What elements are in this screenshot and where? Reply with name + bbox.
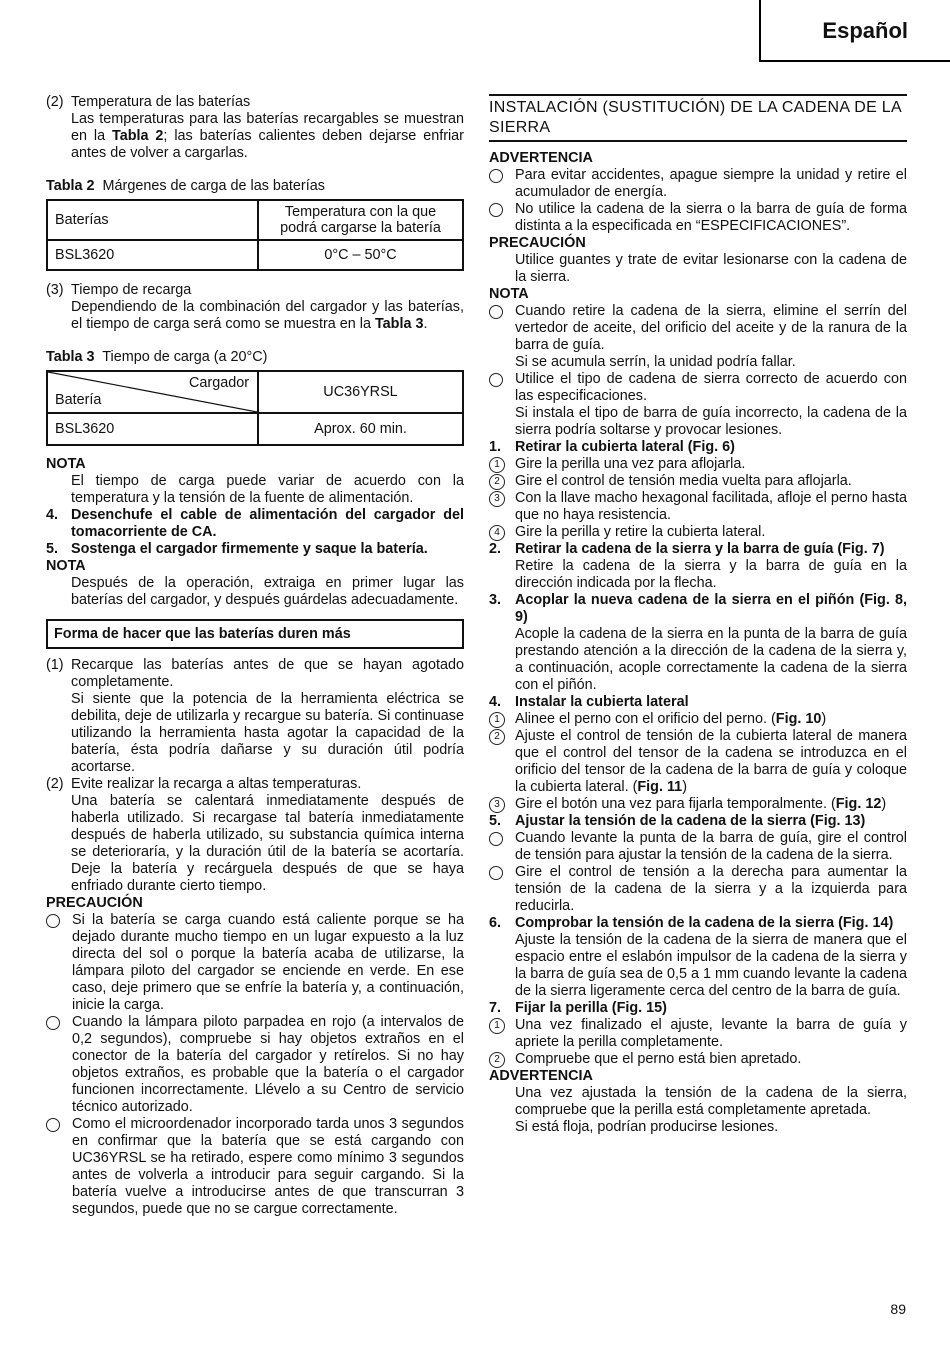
step-number: 4. <box>46 507 59 523</box>
caution-label: PRECAUCIÓN <box>489 235 586 251</box>
note-item <box>489 303 907 354</box>
circle-bullet-icon <box>489 305 503 319</box>
note-detail: Si instala el tipo de barra de guía incorrecto, la cadena de la sierra podría soltarse y provocar lesiones. <box>515 405 907 438</box>
circle-bullet-icon <box>489 373 503 387</box>
step-text: Desenchufe el cable de alimentación del cargador del tomacorriente de CA. <box>71 507 464 540</box>
caption-text: Tiempo de carga (a 20°C) <box>102 349 268 365</box>
note-detail: Si se acumula serrín, la unidad podría fallar. <box>515 354 796 370</box>
substep-text: Con la llave macho hexagonal facilitada, afloje el perno hasta que no haya resistencia. <box>515 490 907 523</box>
text: ) <box>682 779 687 795</box>
step-6-heading <box>489 915 907 932</box>
header-top-label: Cargador <box>189 375 249 391</box>
substep-text <box>515 796 907 813</box>
item-detail: Una batería se calentará inmediatamente después de haberla utilizado. Si recargase tal batería inmediatamente después de haberla utilizado, su substancia química interna se deterioraría, y la duración útil de la batería se acortaría. Deje la batería y recárguela después de que se haya enfriado durante cierto tiempo. <box>71 793 464 894</box>
note-text: Cuando retire la cadena de la sierra, elimine el serrín del vertedor de aceite, del orificio del aceite y de la ranura de la barra de guía. <box>515 303 907 353</box>
item-text: Evite realizar la recarga a altas temperaturas. <box>71 776 362 792</box>
warning-item <box>489 167 907 201</box>
substep <box>489 473 907 490</box>
item-title: Temperatura de las baterías <box>71 94 251 110</box>
text: ) <box>881 796 887 812</box>
note-label: NOTA <box>46 558 86 574</box>
text: ; las baterías calientes deben dejarse enfriar antes de volver a cargarlas. <box>71 128 464 161</box>
charging-range-table <box>46 199 464 271</box>
substep-text: Gire la perilla una vez para aflojarla. <box>515 456 746 472</box>
right-column <box>489 94 907 1136</box>
step-4-heading <box>489 694 907 711</box>
section-title: INSTALACIÓN (SUSTITUCIÓN) DE LA CADENA DE LA SIERRA <box>489 94 907 142</box>
figure-ref: Fig. 11 <box>637 779 683 795</box>
step-title: Instalar la cubierta lateral <box>515 694 689 710</box>
diagonal-header-cell <box>47 371 258 413</box>
substep <box>489 711 907 728</box>
table-ref: Tabla 2 <box>112 128 164 144</box>
figure-ref: Fig. 10 <box>775 711 822 727</box>
caption-label: Tabla 3 <box>46 349 95 365</box>
item-number: (3) <box>46 282 64 298</box>
step-4 <box>46 507 464 541</box>
battery-life-box-title: Forma de hacer que las baterías duren más <box>46 619 464 649</box>
table-header: Temperatura con la que podrá cargarse la batería <box>258 200 463 240</box>
item-text: Recarque las baterías antes de que se hayan agotado completamente. <box>71 657 464 690</box>
step-3-heading <box>489 592 907 626</box>
step-number: 5. <box>489 813 502 829</box>
language-label: Español <box>822 18 908 43</box>
circled-number-icon: 4 <box>489 525 505 541</box>
text: . <box>423 316 428 332</box>
substep-text: Una vez finalizado el ajuste, levante la barra de guía y apriete la perilla completamente. <box>515 1017 907 1050</box>
warning-text: Una vez ajustada la tensión de la cadena de la sierra, compruebe que la perilla está completamente apretada. <box>515 1085 907 1118</box>
text: ) <box>821 711 827 727</box>
battery-temperature-text <box>46 111 464 162</box>
bullet-text: Cuando levante la punta de la barra de guía, gire el control de tensión para ajustar la tensión de la cadena de la sierra. <box>515 830 907 863</box>
step-7-heading <box>489 1000 907 1017</box>
warning-text: No utilice la cadena de la sierra o la barra de guía de forma distinta a la especificada en “ESPECIFICACIONES”. <box>515 201 907 234</box>
step-title: Acoplar la nueva cadena de la sierra en el piñón (Fig. 8, 9) <box>515 592 907 625</box>
caption-label: Tabla 2 <box>46 178 95 194</box>
circle-bullet-icon <box>46 914 60 928</box>
substep-text <box>515 728 907 796</box>
charging-time-table <box>46 370 464 446</box>
step-5-heading <box>489 813 907 830</box>
text: Dependiendo de la combinación del cargador y las baterías, el tiempo de carga será como se muestra en la <box>71 299 464 332</box>
table-ref: Tabla 3 <box>374 316 424 332</box>
step-2-heading <box>489 541 907 558</box>
note-label: NOTA <box>489 286 529 302</box>
item-number: (2) <box>46 94 64 110</box>
circle-bullet-icon <box>46 1118 60 1132</box>
step-number: 2. <box>489 541 502 557</box>
text: Ajuste el control de tensión de la cubierta lateral de manera que el control del tensor de la cadena se introduzca en el orificio del tensor de la cadena de la barra de guía y coloque la cubierta lateral. ( <box>515 728 907 795</box>
caution-item <box>46 912 464 1014</box>
substep <box>489 1051 907 1068</box>
circled-number-icon: 2 <box>489 474 505 490</box>
step-number: 6. <box>489 915 502 931</box>
substep <box>489 728 907 796</box>
note-text: Utilice el tipo de cadena de sierra correcto de acuerdo con las especificaciones. <box>515 371 907 404</box>
substep-text: Gire la perilla y retire la cubierta lateral. <box>515 524 766 540</box>
table-header: UC36YRSL <box>258 371 463 413</box>
text: Gire el botón una vez para fijarla temporalmente. ( <box>515 796 836 812</box>
header-bottom-label: Batería <box>55 392 102 408</box>
caution-item <box>46 1014 464 1116</box>
table-cell: 0°C – 50°C <box>258 240 463 270</box>
circle-bullet-icon <box>489 832 503 846</box>
step-title: Retirar la cubierta lateral (Fig. 6) <box>515 439 735 455</box>
table-cell: Aprox. 60 min. <box>258 413 463 445</box>
warning-text: Para evitar accidentes, apague siempre la unidad y retire el acumulador de energía. <box>515 167 907 200</box>
table3-caption <box>46 349 464 366</box>
substep-text: Compruebe que el perno está bien apretado. <box>515 1051 802 1067</box>
step-number: 3. <box>489 592 502 608</box>
item-number: (1) <box>46 657 64 673</box>
item-detail: Si siente que la potencia de la herramienta eléctrica se debilita, deje de utilizarla y recargue su batería. Si continuase utilizando la herramienta hasta agotar la capacidad de la batería, ésta podría dañarse y su duración útil podría acortarse. <box>71 691 464 775</box>
text: Alinee el perno con el orificio del perno. ( <box>515 711 776 727</box>
step-title: Ajustar la tensión de la cadena de la sierra (Fig. 13) <box>515 813 866 829</box>
language-tab <box>759 0 950 62</box>
step-text: Retire la cadena de la sierra y la barra de guía en la dirección indicada por la flecha. <box>515 558 907 591</box>
substep-text <box>515 711 907 728</box>
substep <box>489 524 907 541</box>
circled-number-icon: 3 <box>489 797 505 813</box>
bullet-item <box>489 864 907 915</box>
battery-temperature-item <box>46 94 464 111</box>
step-number: 1. <box>489 439 502 455</box>
circle-bullet-icon <box>489 866 503 880</box>
step-number: 4. <box>489 694 502 710</box>
recharge-time-item <box>46 282 464 299</box>
step-title: Retirar la cadena de la sierra y la barra de guía (Fig. 7) <box>515 541 885 557</box>
substep <box>489 456 907 473</box>
caption-text: Márgenes de carga de las baterías <box>102 178 325 194</box>
caution-text: Cuando la lámpara piloto parpadea en rojo (a intervalos de 0,2 segundos), compruebe si hay objetos extraños en el conector de la batería del cargador y retírelos. Si no hay objetos extraños, es probable que la batería o el cargador funcionen incorrectamente. Llévelo a su Centro de servicio técnico autorizado. <box>72 1014 464 1115</box>
circled-number-icon: 3 <box>489 491 505 507</box>
table-cell: BSL3620 <box>47 413 258 445</box>
life-item-1 <box>46 657 464 691</box>
table-header: Baterías <box>47 200 258 240</box>
step-title: Fijar la perilla (Fig. 15) <box>515 1000 667 1016</box>
warning-detail: Si está floja, podrían producirse lesiones. <box>515 1119 779 1135</box>
note-text: Después de la operación, extraiga en primer lugar las baterías del cargador, y después guárdelas adecuadamente. <box>71 575 464 608</box>
circle-bullet-icon <box>489 169 503 183</box>
text: Las temperaturas para las baterías recargables se muestran en la <box>71 111 464 144</box>
caution-text: Si la batería se carga cuando está caliente porque se ha dejado durante mucho tiempo en un lugar expuesto a la luz directa del sol o porque la batería acaba de utilizarse, la lámpara piloto del cargador se enciende en verde. En ese caso, deje primero que se enfríe la batería y, a continuación, inicie la carga. <box>72 912 464 1013</box>
bullet-text: Gire el control de tensión a la derecha para aumentar la tensión de la cadena de la sierra y a la izquierda para reducirla. <box>515 864 907 914</box>
step-number: 5. <box>46 541 59 557</box>
step-text: Sostenga el cargador firmemente y saque la batería. <box>71 541 428 557</box>
caution-text: Utilice guantes y trate de evitar lesionarse con la cadena de la sierra. <box>515 252 907 285</box>
item-title: Tiempo de recarga <box>71 282 192 298</box>
left-column <box>46 94 464 1218</box>
figure-ref: Fig. 12 <box>835 796 882 812</box>
circled-number-icon: 2 <box>489 729 505 745</box>
caution-text: Como el microordenador incorporado tarda unos 3 segundos en confirmar que la batería que se está cargando con UC36YRSL se ha retirado, espere como mínimo 3 segundos antes de volverla a introducir para seguir cargando. Si la batería vuelve a introducirse antes de que transcurran 3 segundos, puede que no se cargue correctamente. <box>72 1116 464 1217</box>
substep <box>489 1017 907 1051</box>
caution-label: PRECAUCIÓN <box>46 895 143 911</box>
recharge-time-text <box>46 299 464 333</box>
circle-bullet-icon <box>489 203 503 217</box>
caution-item <box>46 1116 464 1218</box>
circled-number-icon: 1 <box>489 457 505 473</box>
substep-text: Gire el control de tensión media vuelta para aflojarla. <box>515 473 852 489</box>
step-1-heading <box>489 439 907 456</box>
note-item <box>489 371 907 405</box>
step-number: 7. <box>489 1000 502 1016</box>
table-cell: BSL3620 <box>47 240 258 270</box>
substep <box>489 796 907 813</box>
step-text: Acople la cadena de la sierra en la punta de la barra de guía prestando atención a la dirección de la cadena de la sierra y, a continuación, acople correctamente la cadena de la sierra con el piñón. <box>515 626 907 693</box>
table2-caption <box>46 178 464 195</box>
note-text: El tiempo de carga puede variar de acuerdo con la temperatura y la tensión de la fuente de alimentación. <box>71 473 464 506</box>
substep <box>489 490 907 524</box>
circled-number-icon: 1 <box>489 712 505 728</box>
step-title: Comprobar la tensión de la cadena de la sierra (Fig. 14) <box>515 915 894 931</box>
step-5 <box>46 541 464 558</box>
circled-number-icon: 2 <box>489 1052 505 1068</box>
note-label: NOTA <box>46 456 86 472</box>
circle-bullet-icon <box>46 1016 60 1030</box>
bullet-item <box>489 830 907 864</box>
step-text: Ajuste la tensión de la cadena de la sierra de manera que el espacio entre el eslabón impulsor de la cadena de la sierra y la barra de guía sea de 0,5 a 1 mm cuando levante la cadena de la sierra ligeramente cerca del centro de la barra de guía. <box>515 932 908 999</box>
warning-label: ADVERTENCIA <box>489 150 593 166</box>
life-item-2 <box>46 776 464 793</box>
item-number: (2) <box>46 776 64 792</box>
page-number: 89 <box>890 1301 906 1317</box>
warning-label: ADVERTENCIA <box>489 1068 593 1084</box>
circled-number-icon: 1 <box>489 1018 505 1034</box>
warning-item <box>489 201 907 235</box>
